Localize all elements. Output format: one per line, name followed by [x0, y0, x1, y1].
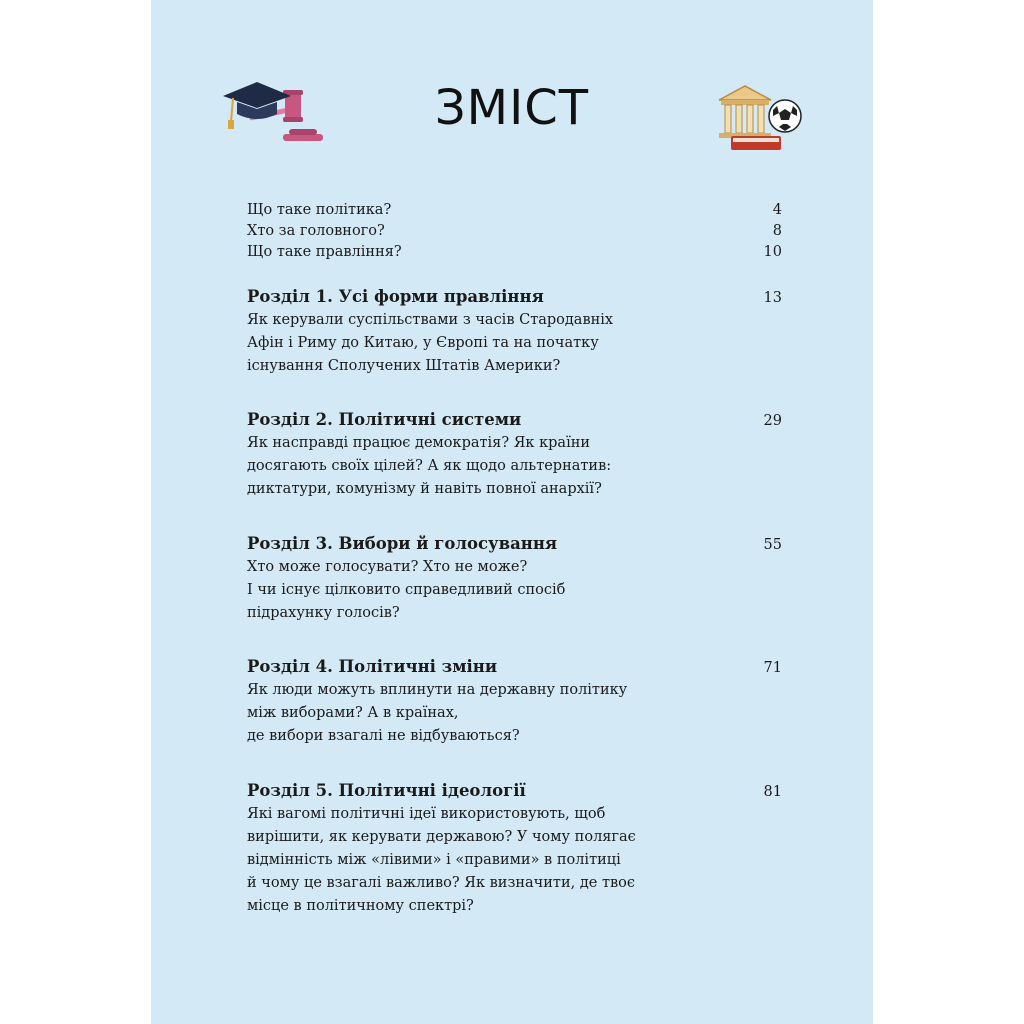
- chapter-description: Як керували суспільствами з часів Стародавніх Афін і Риму до Китаю, у Європі та на початку існування Сполучених Штатів Америки?: [247, 312, 614, 374]
- chapter-4[interactable]: [247, 656, 782, 748]
- chapter-2[interactable]: [247, 409, 782, 501]
- chapter-description: Як насправді працює демократія? Як країни досягають своїх цілей? А як щодо альтернатив: диктатури, комунізму й навіть повної анархії?: [247, 435, 612, 497]
- toc-entry[interactable]: [247, 242, 782, 263]
- chapter-description: Хто може голосувати? Хто не може? І чи існує цілковито справедливий спосіб підрахунку голосів?: [247, 559, 566, 621]
- page-title: ЗМІСТ: [434, 80, 590, 136]
- chapter-page: 55: [763, 537, 782, 553]
- intro-list: [247, 200, 782, 263]
- toc-entry-page: 8: [772, 223, 782, 239]
- chapter-title: Розділ 5. Політичні ідеології: [247, 781, 526, 800]
- toc-entry-label: Хто за головного?: [247, 223, 385, 239]
- toc-entry-label: Що таке правління?: [247, 244, 402, 260]
- toc-entry[interactable]: [247, 221, 782, 242]
- toc-entry-label: Що таке політика?: [247, 202, 392, 218]
- toc-entry-page: 10: [763, 244, 782, 260]
- chapter-page: 71: [763, 660, 782, 676]
- toc-entry-page: 4: [772, 202, 782, 218]
- chapter-page: 81: [763, 784, 782, 800]
- courthouse-ball-book-icon: [713, 80, 808, 155]
- contents-page: [151, 0, 873, 1024]
- chapter-3[interactable]: [247, 533, 782, 625]
- chapter-title: Розділ 3. Вибори й голосування: [247, 534, 558, 553]
- chapter-1[interactable]: [247, 286, 782, 378]
- chapter-description: Як люди можуть вплинути на державну політику між виборами? А в країнах, де вибори взагалі не відбуваються?: [247, 682, 628, 744]
- chapter-page: 29: [763, 413, 782, 429]
- chapter-title: Розділ 2. Політичні системи: [247, 410, 522, 429]
- chapter-description: Які вагомі політичні ідеї використовують, щоб вирішити, як керувати державою? У чому полягає відмінність між «лівими» і «правими» в політиці й чому це взагалі важливо? Як визначити, де твоє місце в політичному спектрі?: [247, 806, 636, 914]
- chapter-title: Розділ 4. Політичні зміни: [247, 657, 498, 676]
- chapter-page: 13: [763, 290, 782, 306]
- toc-entry[interactable]: [247, 200, 782, 221]
- chapter-5[interactable]: [247, 780, 782, 918]
- chapter-title: Розділ 1. Усі форми правління: [247, 287, 544, 306]
